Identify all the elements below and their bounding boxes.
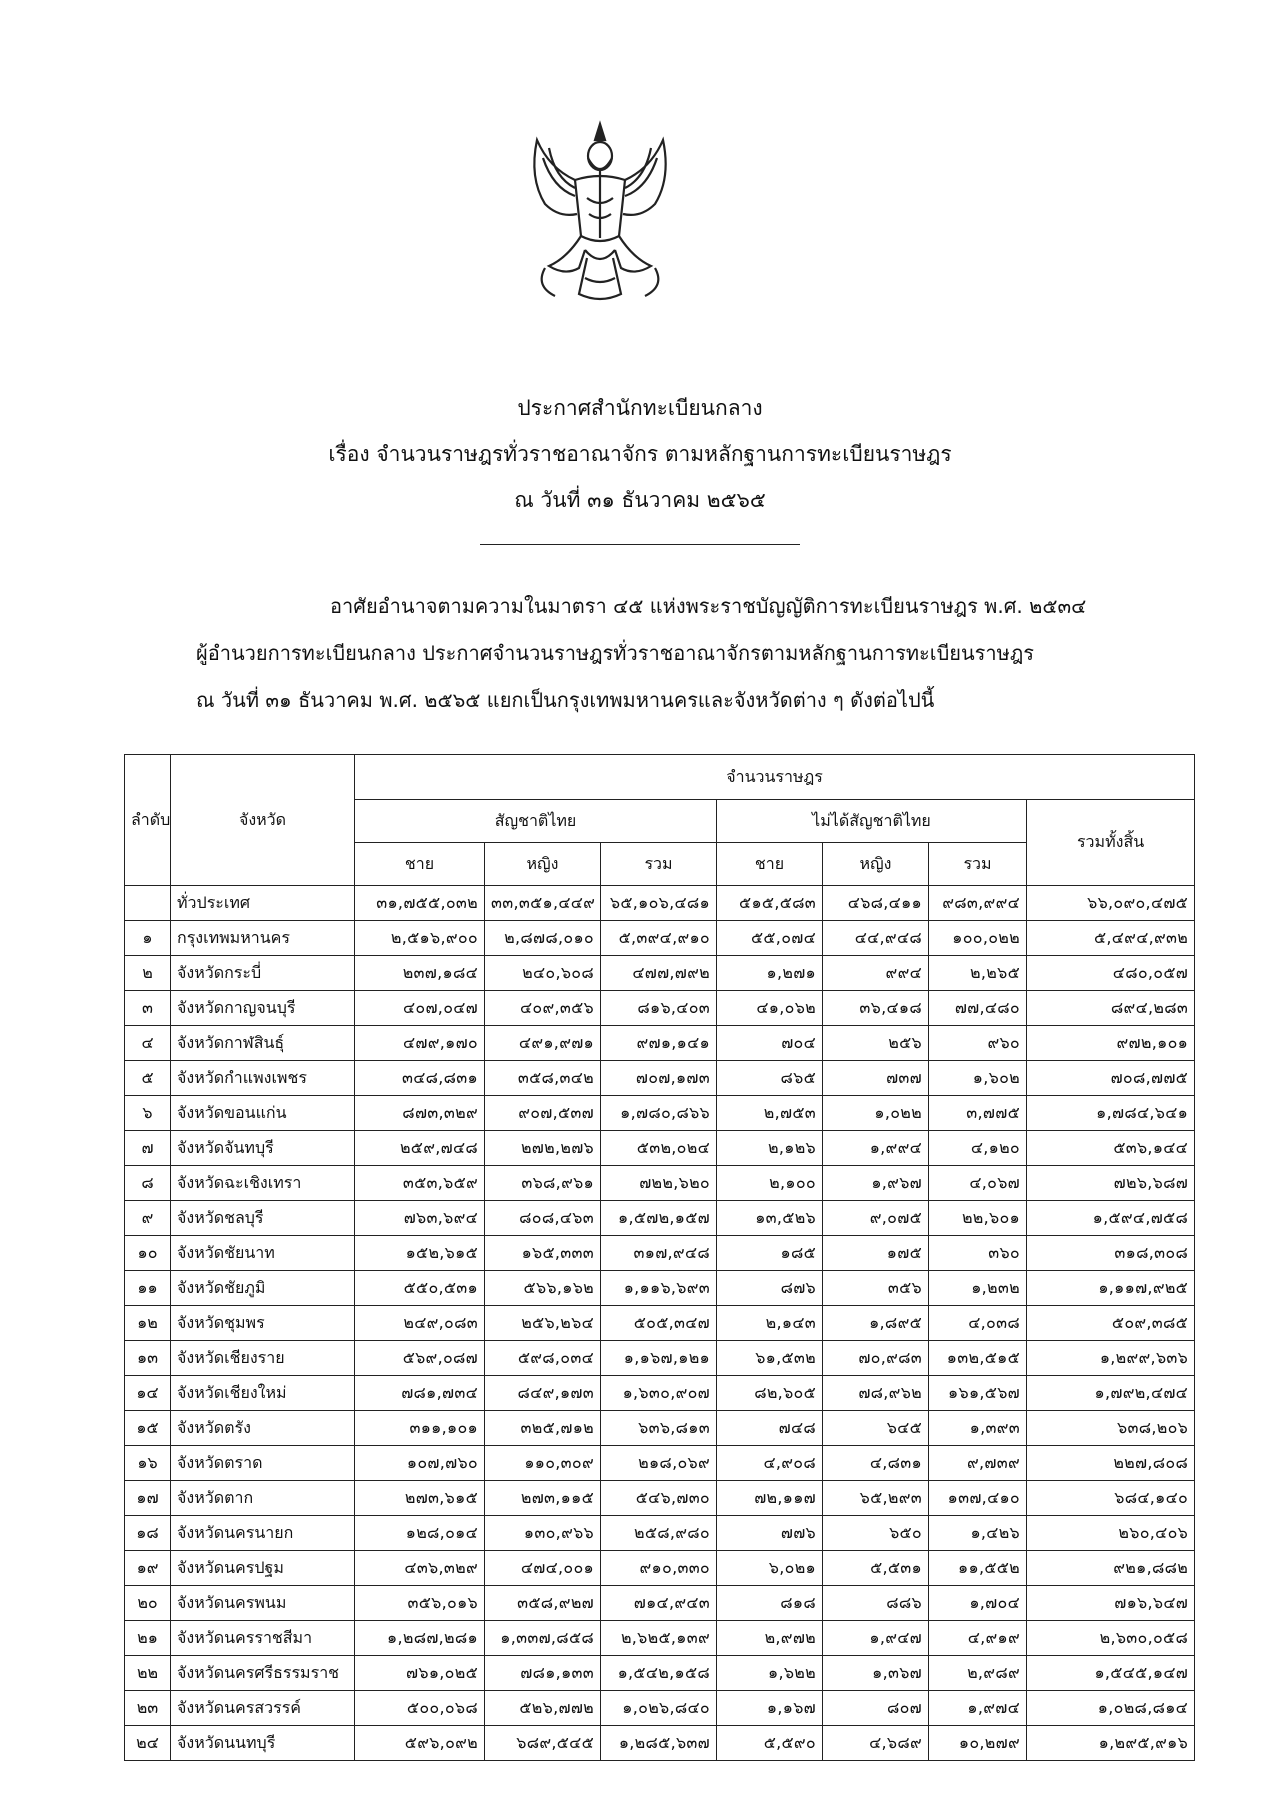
row-index-cell: ๑๗ (125, 1481, 171, 1516)
row-index-cell: ๖ (125, 1096, 171, 1131)
row-index-cell: ๑๑ (125, 1271, 171, 1306)
thai-male-cell: ๑๐๗,๗๖๐ (355, 1446, 485, 1481)
nonthai-female-cell: ๖๕,๒๙๓ (823, 1481, 929, 1516)
nonthai-female-cell: ๗๐,๙๘๓ (823, 1341, 929, 1376)
thai-total-cell: ๕๐๕,๓๔๗ (601, 1306, 717, 1341)
grand-total-cell: ๖๓๘,๒๐๖ (1027, 1411, 1195, 1446)
row-index-cell: ๒๑ (125, 1621, 171, 1656)
nonthai-male-cell: ๗๒,๑๑๗ (717, 1481, 823, 1516)
thai-female-cell: ๔๐๙,๓๕๖ (485, 991, 601, 1026)
thai-female-cell: ๑๑๐,๓๐๙ (485, 1446, 601, 1481)
thai-male-cell: ๔๓๖,๓๒๙ (355, 1551, 485, 1586)
nonthai-total-cell: ๗๗,๔๘๐ (929, 991, 1027, 1026)
nonthai-female-cell: ๙,๐๗๕ (823, 1201, 929, 1236)
nonthai-male-cell: ๒,๙๗๒ (717, 1621, 823, 1656)
thai-male-cell: ๕๖๙,๐๘๗ (355, 1341, 485, 1376)
header-thai-female: หญิง (485, 843, 601, 886)
nonthai-total-cell: ๑,๒๓๒ (929, 1271, 1027, 1306)
table-row (125, 1341, 1195, 1376)
nonthai-female-cell: ๗๘,๙๖๒ (823, 1376, 929, 1411)
table-row (125, 991, 1195, 1026)
grand-total-cell: ๑,๒๙๕,๙๑๖ (1027, 1726, 1195, 1761)
table-row (125, 1586, 1195, 1621)
grand-total-cell: ๕๓๖,๑๔๔ (1027, 1131, 1195, 1166)
thai-male-cell: ๑๕๒,๖๑๕ (355, 1236, 485, 1271)
nonthai-total-cell: ๑๐๐,๐๒๒ (929, 921, 1027, 956)
thai-female-cell: ๙๐๗,๕๓๗ (485, 1096, 601, 1131)
table-row (125, 1656, 1195, 1691)
nonthai-female-cell: ๒๕๖ (823, 1026, 929, 1061)
nonthai-female-cell: ๙๙๔ (823, 956, 929, 991)
thai-female-cell: ๓๕๘,๙๒๗ (485, 1586, 601, 1621)
nonthai-female-cell: ๔๖๘,๔๑๑ (823, 886, 929, 921)
header-index: ลำดับ (125, 755, 171, 886)
nonthai-total-cell: ๙,๗๓๙ (929, 1446, 1027, 1481)
thai-female-cell: ๕๙๘,๐๓๔ (485, 1341, 601, 1376)
nonthai-total-cell: ๙๖๐ (929, 1026, 1027, 1061)
nonthai-male-cell: ๖,๐๒๑ (717, 1551, 823, 1586)
nonthai-male-cell: ๘๒,๖๐๕ (717, 1376, 823, 1411)
table-row (125, 1306, 1195, 1341)
province-name-cell: จังหวัดกระบี่ (171, 956, 355, 991)
nonthai-total-cell: ๙๘๓,๙๙๔ (929, 886, 1027, 921)
row-index-cell: ๑ (125, 921, 171, 956)
nonthai-total-cell: ๑,๔๒๖ (929, 1516, 1027, 1551)
province-name-cell: จังหวัดเชียงราย (171, 1341, 355, 1376)
nonthai-female-cell: ๖๕๐ (823, 1516, 929, 1551)
thai-total-cell: ๙๑๐,๓๓๐ (601, 1551, 717, 1586)
thai-total-cell: ๗๑๔,๙๔๓ (601, 1586, 717, 1621)
nonthai-male-cell: ๕,๕๙๐ (717, 1726, 823, 1761)
grand-total-cell: ๕๐๙,๓๘๕ (1027, 1306, 1195, 1341)
table-row (125, 1726, 1195, 1761)
thai-female-cell: ๒,๘๗๘,๐๑๐ (485, 921, 601, 956)
thai-female-cell: ๒๗๒,๒๗๖ (485, 1131, 601, 1166)
thai-female-cell: ๓๒๕,๗๑๒ (485, 1411, 601, 1446)
row-index-cell (125, 886, 171, 921)
nonthai-female-cell: ๔,๖๘๙ (823, 1726, 929, 1761)
header-thai-nationality: สัญชาติไทย (355, 800, 717, 843)
nonthai-male-cell: ๕๕,๐๗๔ (717, 921, 823, 956)
row-index-cell: ๓ (125, 991, 171, 1026)
announcement-date: ณ วันที่ ๓๑ ธันวาคม ๒๕๖๕ (514, 488, 766, 512)
nonthai-total-cell: ๑๓๗,๔๑๐ (929, 1481, 1027, 1516)
nonthai-total-cell: ๑๖๑,๕๖๗ (929, 1376, 1027, 1411)
grand-total-cell: ๒,๖๓๐,๐๕๘ (1027, 1621, 1195, 1656)
nonthai-female-cell: ๗๓๗ (823, 1061, 929, 1096)
nonthai-female-cell: ๑,๘๙๕ (823, 1306, 929, 1341)
nonthai-male-cell: ๑,๖๒๒ (717, 1656, 823, 1691)
thai-male-cell: ๒,๕๑๖,๙๐๐ (355, 921, 485, 956)
header-grand-total: รวมทั้งสิ้น (1027, 800, 1195, 886)
header-province: จังหวัด (171, 755, 355, 886)
thai-total-cell: ๑,๒๘๕,๖๓๗ (601, 1726, 717, 1761)
grand-total-cell: ๒๖๐,๔๐๖ (1027, 1516, 1195, 1551)
row-index-cell: ๑๒ (125, 1306, 171, 1341)
grand-total-cell: ๕,๔๙๔,๙๓๒ (1027, 921, 1195, 956)
nonthai-total-cell: ๑,๓๙๓ (929, 1411, 1027, 1446)
table-row (125, 1551, 1195, 1586)
grand-total-cell: ๑,๐๒๘,๘๑๔ (1027, 1691, 1195, 1726)
nonthai-total-cell: ๔,๙๑๙ (929, 1621, 1027, 1656)
nonthai-male-cell: ๑๘๕ (717, 1236, 823, 1271)
title-divider (480, 544, 800, 545)
thai-female-cell: ๓๖๘,๙๖๑ (485, 1166, 601, 1201)
province-name-cell: จังหวัดนครปฐม (171, 1551, 355, 1586)
thai-female-cell: ๒๕๖,๒๖๔ (485, 1306, 601, 1341)
nonthai-female-cell: ๑,๙๙๔ (823, 1131, 929, 1166)
nonthai-male-cell: ๔๑,๐๖๒ (717, 991, 823, 1026)
nonthai-total-cell: ๓๖๐ (929, 1236, 1027, 1271)
thai-male-cell: ๓๕๖,๐๑๖ (355, 1586, 485, 1621)
thai-total-cell: ๗๐๗,๑๗๓ (601, 1061, 717, 1096)
thai-female-cell: ๘๔๙,๑๗๓ (485, 1376, 601, 1411)
nonthai-male-cell: ๘๗๖ (717, 1271, 823, 1306)
thai-total-cell: ๑,๑๑๖,๖๙๓ (601, 1271, 717, 1306)
grand-total-cell: ๔๘๐,๐๕๗ (1027, 956, 1195, 991)
thai-total-cell: ๑,๕๔๒,๑๕๘ (601, 1656, 717, 1691)
province-name-cell: จังหวัดตรัง (171, 1411, 355, 1446)
province-name-cell: จังหวัดเชียงใหม่ (171, 1376, 355, 1411)
thai-male-cell: ๒๔๙,๐๘๓ (355, 1306, 485, 1341)
row-index-cell: ๑๔ (125, 1376, 171, 1411)
table-row (125, 1411, 1195, 1446)
thai-total-cell: ๙๗๑,๑๔๑ (601, 1026, 717, 1061)
announcement-subject: เรื่อง จำนวนราษฎรทั่วราชอาณาจักร ตามหลักฐานการทะเบียนราษฎร (328, 442, 952, 466)
table-row (125, 1096, 1195, 1131)
province-name-cell: ทั่วประเทศ (171, 886, 355, 921)
nonthai-female-cell: ๘๘๖ (823, 1586, 929, 1621)
row-index-cell: ๗ (125, 1131, 171, 1166)
nonthai-male-cell: ๒,๑๔๓ (717, 1306, 823, 1341)
province-name-cell: จังหวัดชัยภูมิ (171, 1271, 355, 1306)
nonthai-female-cell: ๑๗๕ (823, 1236, 929, 1271)
grand-total-cell: ๖๘๔,๑๔๐ (1027, 1481, 1195, 1516)
grand-total-cell: ๘๙๔,๒๘๓ (1027, 991, 1195, 1026)
thai-total-cell: ๕๓๒,๐๒๔ (601, 1131, 717, 1166)
thai-male-cell: ๒๓๗,๑๘๔ (355, 956, 485, 991)
nonthai-male-cell: ๒,๑๒๖ (717, 1131, 823, 1166)
thai-male-cell: ๗๘๑,๗๓๔ (355, 1376, 485, 1411)
grand-total-cell: ๗๐๘,๗๗๕ (1027, 1061, 1195, 1096)
grand-total-cell: ๗๒๖,๖๘๗ (1027, 1166, 1195, 1201)
thai-female-cell: ๕๒๖,๗๗๒ (485, 1691, 601, 1726)
nonthai-female-cell: ๔,๘๓๑ (823, 1446, 929, 1481)
table-row (125, 1621, 1195, 1656)
grand-total-cell: ๑,๕๙๔,๗๕๘ (1027, 1201, 1195, 1236)
thai-total-cell: ๕,๓๙๔,๙๑๐ (601, 921, 717, 956)
table-row (125, 1236, 1195, 1271)
province-name-cell: กรุงเทพมหานคร (171, 921, 355, 956)
province-name-cell: จังหวัดขอนแก่น (171, 1096, 355, 1131)
thai-total-cell: ๔๗๗,๗๙๒ (601, 956, 717, 991)
province-name-cell: จังหวัดนครพนม (171, 1586, 355, 1621)
grand-total-cell: ๓๑๘,๓๐๘ (1027, 1236, 1195, 1271)
body-paragraph-line-3: ณ วันที่ ๓๑ ธันวาคม พ.ศ. ๒๕๖๕ แยกเป็นกรุงเทพมหานครและจังหวัดต่าง ๆ ดังต่อไปนี้ (196, 688, 935, 712)
table-row (125, 1481, 1195, 1516)
header-non-thai-nationality: ไม่ได้สัญชาติไทย (717, 800, 1027, 843)
row-index-cell: ๑๐ (125, 1236, 171, 1271)
nonthai-male-cell: ๘๖๕ (717, 1061, 823, 1096)
province-name-cell: จังหวัดตราด (171, 1446, 355, 1481)
grand-total-cell: ๙๒๑,๘๘๒ (1027, 1551, 1195, 1586)
nonthai-male-cell: ๑๓,๕๒๖ (717, 1201, 823, 1236)
row-index-cell: ๒ (125, 956, 171, 991)
thai-female-cell: ๘๐๘,๔๖๓ (485, 1201, 601, 1236)
nonthai-male-cell: ๕๑๕,๕๘๓ (717, 886, 823, 921)
thai-male-cell: ๗๖๓,๖๙๔ (355, 1201, 485, 1236)
table-row (125, 1061, 1195, 1096)
province-name-cell: จังหวัดตาก (171, 1481, 355, 1516)
thai-male-cell: ๓๑๑,๑๐๑ (355, 1411, 485, 1446)
thai-female-cell: ๓๕๘,๓๔๒ (485, 1061, 601, 1096)
province-name-cell: จังหวัดนนทบุรี (171, 1726, 355, 1761)
header-nonthai-male: ชาย (717, 843, 823, 886)
thai-total-cell: ๘๑๖,๔๐๓ (601, 991, 717, 1026)
thai-total-cell: ๒,๖๒๕,๑๓๙ (601, 1621, 717, 1656)
nonthai-male-cell: ๒,๑๐๐ (717, 1166, 823, 1201)
header-nonthai-total: รวม (929, 843, 1027, 886)
province-name-cell: จังหวัดจันทบุรี (171, 1131, 355, 1166)
nonthai-male-cell: ๑,๒๗๑ (717, 956, 823, 991)
province-name-cell: จังหวัดนครศรีธรรมราช (171, 1656, 355, 1691)
thai-male-cell: ๓๑,๗๕๕,๐๓๒ (355, 886, 485, 921)
nonthai-male-cell: ๑,๑๖๗ (717, 1691, 823, 1726)
thai-total-cell: ๑,๑๖๗,๑๒๑ (601, 1341, 717, 1376)
grand-total-cell: ๑,๑๑๗,๙๒๕ (1027, 1271, 1195, 1306)
announcement-title: ประกาศสำนักทะเบียนกลาง (517, 396, 763, 420)
header-nonthai-female: หญิง (823, 843, 929, 886)
thai-male-cell: ๔๗๙,๑๗๐ (355, 1026, 485, 1061)
header-thai-total: รวม (601, 843, 717, 886)
row-index-cell: ๒๔ (125, 1726, 171, 1761)
nonthai-total-cell: ๑๓๒,๕๑๕ (929, 1341, 1027, 1376)
thai-male-cell: ๒๕๙,๗๔๘ (355, 1131, 485, 1166)
grand-total-cell: ๑,๒๙๙,๖๓๖ (1027, 1341, 1195, 1376)
thai-female-cell: ๑,๓๓๗,๘๕๘ (485, 1621, 601, 1656)
thai-male-cell: ๒๗๓,๖๑๕ (355, 1481, 485, 1516)
thai-male-cell: ๑๒๘,๐๑๔ (355, 1516, 485, 1551)
row-index-cell: ๑๖ (125, 1446, 171, 1481)
nonthai-female-cell: ๓๖,๔๑๘ (823, 991, 929, 1026)
nonthai-total-cell: ๓,๗๗๕ (929, 1096, 1027, 1131)
province-name-cell: จังหวัดชุมพร (171, 1306, 355, 1341)
thai-total-cell: ๑,๗๘๐,๘๖๖ (601, 1096, 717, 1131)
nonthai-total-cell: ๑๐,๒๗๙ (929, 1726, 1027, 1761)
grand-total-cell: ๒๒๗,๘๐๘ (1027, 1446, 1195, 1481)
province-name-cell: จังหวัดชัยนาท (171, 1236, 355, 1271)
nonthai-total-cell: ๑,๙๗๔ (929, 1691, 1027, 1726)
thai-male-cell: ๕๕๐,๕๓๑ (355, 1271, 485, 1306)
province-name-cell: จังหวัดนครราชสีมา (171, 1621, 355, 1656)
thai-female-cell: ๒๔๐,๖๐๘ (485, 956, 601, 991)
nonthai-total-cell: ๔,๐๖๗ (929, 1166, 1027, 1201)
thai-total-cell: ๒๕๘,๙๘๐ (601, 1516, 717, 1551)
nonthai-male-cell: ๗๔๘ (717, 1411, 823, 1446)
nonthai-male-cell: ๗๗๖ (717, 1516, 823, 1551)
thai-total-cell: ๗๒๒,๖๒๐ (601, 1166, 717, 1201)
nonthai-male-cell: ๒,๗๕๓ (717, 1096, 823, 1131)
nonthai-female-cell: ๘๐๗ (823, 1691, 929, 1726)
nonthai-female-cell: ๖๔๕ (823, 1411, 929, 1446)
province-name-cell: จังหวัดกาญจนบุรี (171, 991, 355, 1026)
nonthai-total-cell: ๑๑,๕๕๒ (929, 1551, 1027, 1586)
nonthai-male-cell: ๗๐๔ (717, 1026, 823, 1061)
thai-total-cell: ๒๑๘,๐๖๙ (601, 1446, 717, 1481)
province-name-cell: จังหวัดกาฬสินธุ์ (171, 1026, 355, 1061)
nonthai-female-cell: ๑,๙๔๗ (823, 1621, 929, 1656)
thai-total-cell: ๑,๕๗๒,๑๕๗ (601, 1201, 717, 1236)
header-population: จำนวนราษฎร (355, 755, 1195, 800)
row-index-cell: ๕ (125, 1061, 171, 1096)
province-name-cell: จังหวัดนครสวรรค์ (171, 1691, 355, 1726)
row-index-cell: ๑๕ (125, 1411, 171, 1446)
header-thai-male: ชาย (355, 843, 485, 886)
thai-total-cell: ๖๓๖,๘๑๓ (601, 1411, 717, 1446)
table-row (125, 1201, 1195, 1236)
thai-male-cell: ๘๗๓,๓๒๙ (355, 1096, 485, 1131)
table-row (125, 1446, 1195, 1481)
grand-total-cell: ๑,๗๘๔,๖๔๑ (1027, 1096, 1195, 1131)
thai-total-cell: ๓๑๗,๙๔๘ (601, 1236, 717, 1271)
province-name-cell: จังหวัดฉะเชิงเทรา (171, 1166, 355, 1201)
thai-total-cell: ๕๔๖,๗๓๐ (601, 1481, 717, 1516)
thai-female-cell: ๔๙๑,๙๗๑ (485, 1026, 601, 1061)
row-index-cell: ๒๐ (125, 1586, 171, 1621)
thai-total-cell: ๑,๖๓๐,๙๐๗ (601, 1376, 717, 1411)
grand-total-cell: ๙๗๒,๑๐๑ (1027, 1026, 1195, 1061)
table-row (125, 886, 1195, 921)
row-index-cell: ๑๙ (125, 1551, 171, 1586)
row-index-cell: ๒๓ (125, 1691, 171, 1726)
garuda-emblem-icon (515, 118, 685, 308)
table-row (125, 921, 1195, 956)
province-name-cell: จังหวัดนครนายก (171, 1516, 355, 1551)
nonthai-total-cell: ๑,๗๐๔ (929, 1586, 1027, 1621)
thai-female-cell: ๓๓,๓๕๑,๔๔๙ (485, 886, 601, 921)
grand-total-cell: ๑,๕๔๕,๑๔๗ (1027, 1656, 1195, 1691)
nonthai-female-cell: ๑,๓๖๗ (823, 1656, 929, 1691)
table-row (125, 1376, 1195, 1411)
thai-female-cell: ๕๖๖,๑๖๒ (485, 1271, 601, 1306)
thai-male-cell: ๕๐๐,๐๖๘ (355, 1691, 485, 1726)
nonthai-total-cell: ๒๒,๖๐๑ (929, 1201, 1027, 1236)
nonthai-female-cell: ๔๔,๙๔๘ (823, 921, 929, 956)
thai-male-cell: ๕๙๖,๐๙๒ (355, 1726, 485, 1761)
nonthai-female-cell: ๑,๙๖๗ (823, 1166, 929, 1201)
table-row (125, 956, 1195, 991)
body-paragraph-line-1: อาศัยอำนาจตามความในมาตรา ๔๕ แห่งพระราชบัญญัติการทะเบียนราษฎร พ.ศ. ๒๕๓๔ (330, 594, 1087, 618)
nonthai-male-cell: ๘๑๘ (717, 1586, 823, 1621)
province-name-cell: จังหวัดชลบุรี (171, 1201, 355, 1236)
thai-female-cell: ๖๘๙,๕๔๕ (485, 1726, 601, 1761)
row-index-cell: ๑๘ (125, 1516, 171, 1551)
body-paragraph-line-2: ผู้อำนวยการทะเบียนกลาง ประกาศจำนวนราษฎรทั่วราชอาณาจักรตามหลักฐานการทะเบียนราษฎร (196, 641, 1034, 665)
table-row (125, 1166, 1195, 1201)
row-index-cell: ๑๓ (125, 1341, 171, 1376)
table-row (125, 1026, 1195, 1061)
grand-total-cell: ๑,๗๙๒,๔๗๔ (1027, 1376, 1195, 1411)
population-table (124, 754, 1195, 1761)
nonthai-male-cell: ๔,๙๐๘ (717, 1446, 823, 1481)
nonthai-total-cell: ๑,๖๐๒ (929, 1061, 1027, 1096)
nonthai-total-cell: ๔,๑๒๐ (929, 1131, 1027, 1166)
nonthai-total-cell: ๒,๙๘๙ (929, 1656, 1027, 1691)
thai-male-cell: ๓๔๘,๘๓๑ (355, 1061, 485, 1096)
thai-male-cell: ๓๕๓,๖๕๙ (355, 1166, 485, 1201)
row-index-cell: ๔ (125, 1026, 171, 1061)
thai-total-cell: ๖๕,๑๐๖,๔๘๑ (601, 886, 717, 921)
row-index-cell: ๘ (125, 1166, 171, 1201)
table-row (125, 1131, 1195, 1166)
thai-total-cell: ๑,๐๒๖,๘๔๐ (601, 1691, 717, 1726)
thai-female-cell: ๑๓๐,๙๖๖ (485, 1516, 601, 1551)
thai-male-cell: ๑,๒๘๗,๒๘๑ (355, 1621, 485, 1656)
thai-male-cell: ๔๐๗,๐๔๗ (355, 991, 485, 1026)
row-index-cell: ๒๒ (125, 1656, 171, 1691)
thai-female-cell: ๒๗๓,๑๑๕ (485, 1481, 601, 1516)
grand-total-cell: ๖๖,๐๙๐,๔๗๕ (1027, 886, 1195, 921)
grand-total-cell: ๗๑๖,๖๔๗ (1027, 1586, 1195, 1621)
table-row (125, 1691, 1195, 1726)
thai-female-cell: ๑๖๕,๓๓๓ (485, 1236, 601, 1271)
thai-female-cell: ๔๗๔,๐๐๑ (485, 1551, 601, 1586)
nonthai-total-cell: ๔,๐๓๘ (929, 1306, 1027, 1341)
nonthai-female-cell: ๓๕๖ (823, 1271, 929, 1306)
nonthai-female-cell: ๕,๕๓๑ (823, 1551, 929, 1586)
nonthai-male-cell: ๖๑,๕๓๒ (717, 1341, 823, 1376)
table-row (125, 1271, 1195, 1306)
table-body (125, 886, 1195, 1761)
province-name-cell: จังหวัดกำแพงเพชร (171, 1061, 355, 1096)
thai-female-cell: ๗๘๑,๑๓๓ (485, 1656, 601, 1691)
table-row (125, 1516, 1195, 1551)
row-index-cell: ๙ (125, 1201, 171, 1236)
nonthai-total-cell: ๒,๒๖๕ (929, 956, 1027, 991)
thai-male-cell: ๗๖๑,๐๒๕ (355, 1656, 485, 1691)
nonthai-female-cell: ๑,๐๒๒ (823, 1096, 929, 1131)
